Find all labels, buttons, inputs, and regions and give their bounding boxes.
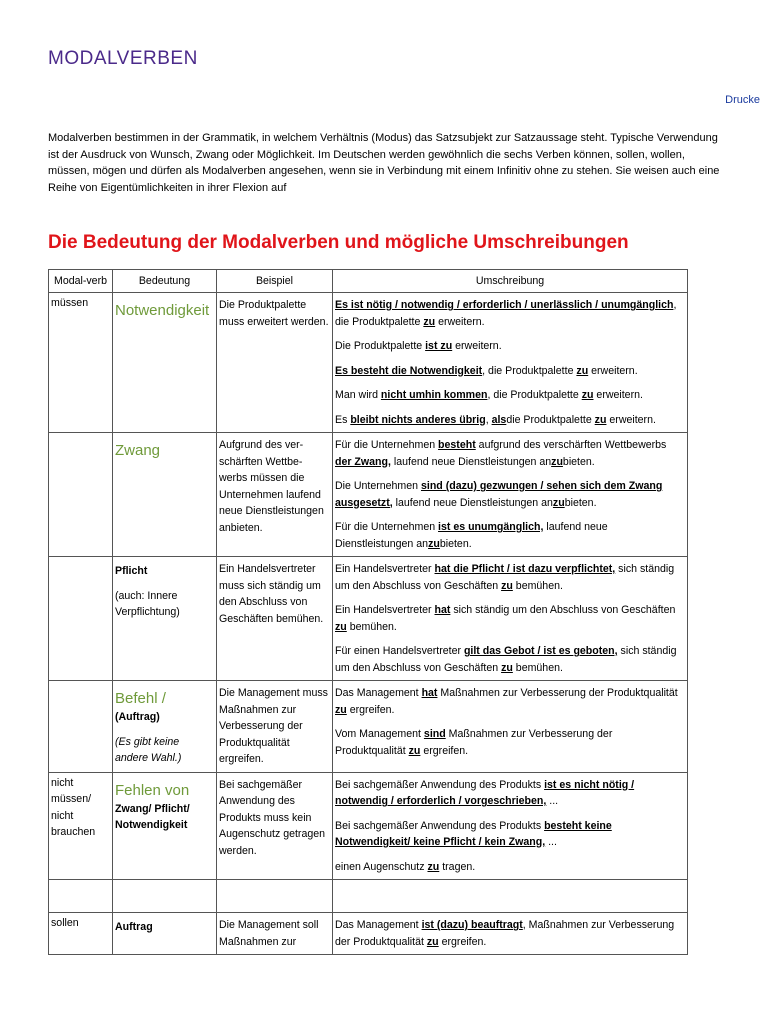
highlight-phrase: ist es nicht nötig / notwendig / erforderlich / vorgeschrieben, — [335, 778, 635, 807]
cell-modal-verb — [49, 433, 113, 557]
table-row — [49, 433, 688, 557]
plain-text: Für einen Handelsvertreter — [335, 645, 464, 657]
highlight-phrase: hat — [421, 687, 438, 699]
plain-text: ergreifen. — [420, 744, 469, 757]
highlight-phrase: zu — [594, 413, 607, 426]
plain-text: Ein Handelsvertreter — [335, 604, 435, 616]
cell-meaning — [113, 293, 217, 433]
plain-text: die Produktpalette — [506, 413, 595, 426]
meaning-note: (Es gibt keine andere Wahl.) — [115, 735, 182, 764]
cell-rewrites — [333, 557, 688, 681]
empty-cell — [333, 880, 688, 913]
meaning-bold: Pflicht — [115, 565, 148, 577]
meaning-bold: Zwang/ Pflicht/ Notwendigkeit — [115, 802, 190, 831]
plain-text: erweitern. — [435, 315, 485, 328]
cell-rewrites — [333, 293, 688, 433]
plain-text: Bei sachgemäßer Anwendung des Produkts — [335, 778, 545, 791]
empty-cell — [113, 880, 217, 913]
highlight-phrase: besteht keine Notwendigkeit/ keine Pflicht / kein Zwang, — [335, 819, 612, 848]
rewrite-sentence — [335, 338, 685, 355]
plain-text: Das Management — [335, 919, 422, 931]
rewrite-sentence — [335, 297, 685, 330]
plain-text: sich ständig um den Abschluss von Geschäften — [335, 563, 675, 592]
intro-paragraph: Modalverben bestimmen in der Grammatik, in welchem Verhältnis (Modus) das Satzsubjekt zur Satzaussage steht. Typische Verwendung ist der Ausdruck von Wunsch, Zwang oder Möglichkeit. Im Deutschen werden gewöhnlich die sechs Verben können, sollen, wollen, müssen, mögen und dürfen als Modalverben angesehen, wenn sie in Verbindung mit einem Infinitiv ohne zu stehen. Sie weisen auch eine Reihe von Eigentümlichkeiten in ihrer Flexion auf — [48, 132, 720, 194]
plain-text: bieten. — [564, 496, 597, 509]
highlight-phrase: nicht umhin kommen — [380, 389, 488, 401]
plain-text: laufend neue Dienstleistungen an — [335, 521, 608, 550]
highlight-phrase: zu — [427, 860, 440, 873]
highlight-phrase: zu — [501, 661, 513, 674]
highlight-phrase: zu — [581, 389, 594, 401]
plain-text: erweitern. — [606, 413, 656, 426]
rewrite-sentence — [335, 685, 685, 718]
rewrite-sentence — [335, 412, 685, 429]
cell-modal-verb — [49, 681, 113, 773]
plain-text: Maßnahmen zur Verbesserung der Produktqualität — [437, 687, 678, 699]
rewrite-sentence — [335, 437, 685, 470]
table-row — [49, 557, 688, 681]
highlight-phrase: sind (dazu) gezwungen / sehen sich dem Zwang ausgesetzt, — [335, 480, 663, 509]
plain-text: ergreifen. — [438, 935, 487, 948]
print-link[interactable]: Drucke — [725, 94, 760, 106]
plain-text: ... — [546, 795, 559, 807]
plain-text: Für die Unternehmen — [335, 439, 439, 451]
rewrite-sentence — [335, 726, 685, 759]
plain-text: bemühen. — [512, 579, 563, 592]
plain-text: Maßnahmen zur Verbesserung der Produktqualität — [335, 728, 613, 757]
meaning-bold: (Auftrag) — [115, 711, 160, 723]
highlight-phrase: ist zu — [425, 340, 453, 352]
meaning-label: Zwang — [115, 442, 161, 459]
cell-modal-verb: sollen — [49, 913, 113, 955]
plain-text: Man wird — [335, 389, 381, 401]
cell-rewrites — [333, 681, 688, 773]
header-modal-verb: Modal-verb — [49, 270, 113, 293]
rewrite-sentence — [335, 917, 685, 950]
cell-modal-verb: müssen — [49, 293, 113, 433]
highlight-phrase: ist es unumgänglich, — [438, 521, 544, 533]
highlight-phrase: gilt das Gebot / ist es geboten, — [463, 645, 618, 657]
highlight-phrase: sind — [423, 728, 446, 740]
rewrite-sentence — [335, 387, 685, 404]
highlight-phrase: bleibt nichts anderes übrig — [350, 413, 486, 426]
plain-text: ... — [545, 836, 557, 848]
rewrite-sentence — [335, 561, 685, 594]
empty-cell — [49, 880, 113, 913]
rewrite-sentence — [335, 777, 685, 810]
header-bedeutung: Bedeutung — [113, 270, 217, 293]
highlight-phrase: hat die Pflicht / ist dazu verpflichtet, — [434, 563, 616, 575]
plain-text: tragen. — [439, 860, 476, 873]
cell-meaning — [113, 557, 217, 681]
highlight-phrase: zu — [552, 496, 565, 509]
rewrite-sentence — [335, 643, 685, 676]
plain-text: sich ständig um den Abschluss von Geschäften — [335, 645, 677, 674]
header-beispiel: Beispiel — [217, 270, 333, 293]
table-row — [49, 681, 688, 773]
highlight-phrase: zu — [576, 364, 589, 377]
table-row — [49, 772, 688, 880]
meaning-label: Notwendigkeit — [115, 302, 210, 319]
highlight-phrase: als — [491, 413, 507, 426]
plain-text: Die Unternehmen — [335, 480, 421, 492]
plain-text: bieten. — [439, 537, 472, 550]
cell-modal-verb: nicht müssen/ nicht brauchen — [49, 772, 113, 880]
rewrite-sentence — [335, 818, 685, 851]
cell-example: Ein Handelsvertreter muss sich ständig um den Abschluss von Geschäften bemühen. — [217, 557, 333, 681]
plain-text: einen Augenschutz — [335, 860, 428, 873]
cell-modal-verb — [49, 557, 113, 681]
cell-example: Die Management soll Maßnahmen zur — [217, 913, 333, 955]
cell-example: Die Management muss Maßnahmen zur Verbesserung der Produktqualität ergreifen. — [217, 681, 333, 773]
rewrite-sentence — [335, 602, 685, 635]
rewrite-sentence — [335, 519, 685, 552]
highlight-phrase: zu — [501, 579, 513, 592]
meaning-bold: Auftrag — [115, 921, 153, 933]
highlight-phrase: Es besteht die Notwendigkeit — [335, 364, 483, 377]
plain-text: , — [485, 413, 492, 426]
highlight-phrase: der Zwang, — [335, 455, 391, 468]
highlight-phrase: zu — [428, 537, 440, 550]
empty-cell — [217, 880, 333, 913]
rewrite-sentence — [335, 478, 685, 511]
section-title: Die Bedeutung der Modalverben und mögliche Umschreibungen — [48, 232, 629, 253]
cell-example: Aufgrund des ver-schärften Wettbe-werbs müssen die Unternehmen laufend neue Dienstleistungen anbieten. — [217, 433, 333, 557]
plain-text: Bei sachgemäßer Anwendung des Produkts — [335, 819, 545, 832]
highlight-phrase: besteht — [438, 439, 476, 451]
plain-text: bieten. — [562, 455, 595, 468]
cell-example: Bei sachgemäßer Anwendung des Produkts muss kein Augenschutz getragen werden. — [217, 772, 333, 880]
table-row — [49, 913, 688, 955]
plain-text: , die Produktpalette — [335, 299, 677, 328]
header-umschreibung: Umschreibung — [333, 270, 688, 293]
cell-example: Die Produktpalette muss erweitert werden. — [217, 293, 333, 433]
highlight-phrase: zu — [335, 703, 347, 716]
plain-text: Es — [335, 413, 351, 426]
plain-text: erweitern. — [588, 364, 638, 377]
plain-text: , die Produktpalette — [482, 364, 577, 377]
cell-meaning — [113, 772, 217, 880]
plain-text: ergreifen. — [346, 703, 395, 716]
plain-text: bemühen. — [346, 620, 397, 633]
highlight-phrase: zu — [426, 935, 439, 948]
cell-rewrites — [333, 772, 688, 880]
plain-text: Das Management — [335, 687, 422, 699]
highlight-phrase: zu — [335, 620, 347, 633]
table-row — [49, 293, 688, 433]
highlight-phrase: zu — [408, 744, 421, 757]
highlight-phrase: zu — [423, 315, 436, 328]
modal-verbs-table — [48, 269, 688, 955]
plain-text: laufend neue Dienstleistungen an — [390, 455, 552, 468]
highlight-phrase: Es ist nötig / notwendig / erforderlich / unerlässlich / unumgänglich — [335, 299, 674, 311]
cell-meaning — [113, 913, 217, 955]
plain-text: aufgrund des verschärften Wettbewerbs — [475, 439, 667, 451]
plain-text: erweitern. — [452, 340, 502, 352]
meaning-label: Fehlen von — [115, 781, 190, 799]
table-header-row — [49, 270, 688, 293]
highlight-phrase: ist (dazu) beauftragt — [421, 919, 523, 931]
rewrite-sentence — [335, 859, 685, 876]
plain-text: , Maßnahmen zur Verbesserung der Produktqualität — [335, 919, 675, 948]
plain-text: Vom Management — [335, 728, 424, 740]
page-title: MODALVERBEN — [48, 48, 198, 69]
plain-text: Ein Handelsvertreter — [335, 563, 435, 575]
cell-rewrites — [333, 433, 688, 557]
plain-text: erweitern. — [593, 389, 643, 401]
plain-text: sich ständig um den Abschluss von Geschäften — [450, 604, 676, 616]
plain-text: Für die Unternehmen — [335, 521, 439, 533]
cell-rewrites — [333, 913, 688, 955]
plain-text: bemühen. — [512, 661, 563, 674]
rewrite-sentence — [335, 363, 685, 380]
plain-text: Die Produktpalette — [335, 340, 426, 352]
cell-meaning — [113, 681, 217, 773]
cell-meaning — [113, 433, 217, 557]
highlight-phrase: zu — [551, 455, 563, 468]
empty-row — [49, 880, 688, 913]
highlight-phrase: hat — [434, 604, 451, 616]
plain-text: laufend neue Dienstleistungen an — [392, 496, 553, 509]
meaning-note: (auch: Innere Verpflichtung) — [115, 589, 180, 618]
plain-text: , die Produktpalette — [487, 389, 582, 401]
meaning-label: Befehl / — [115, 690, 166, 707]
